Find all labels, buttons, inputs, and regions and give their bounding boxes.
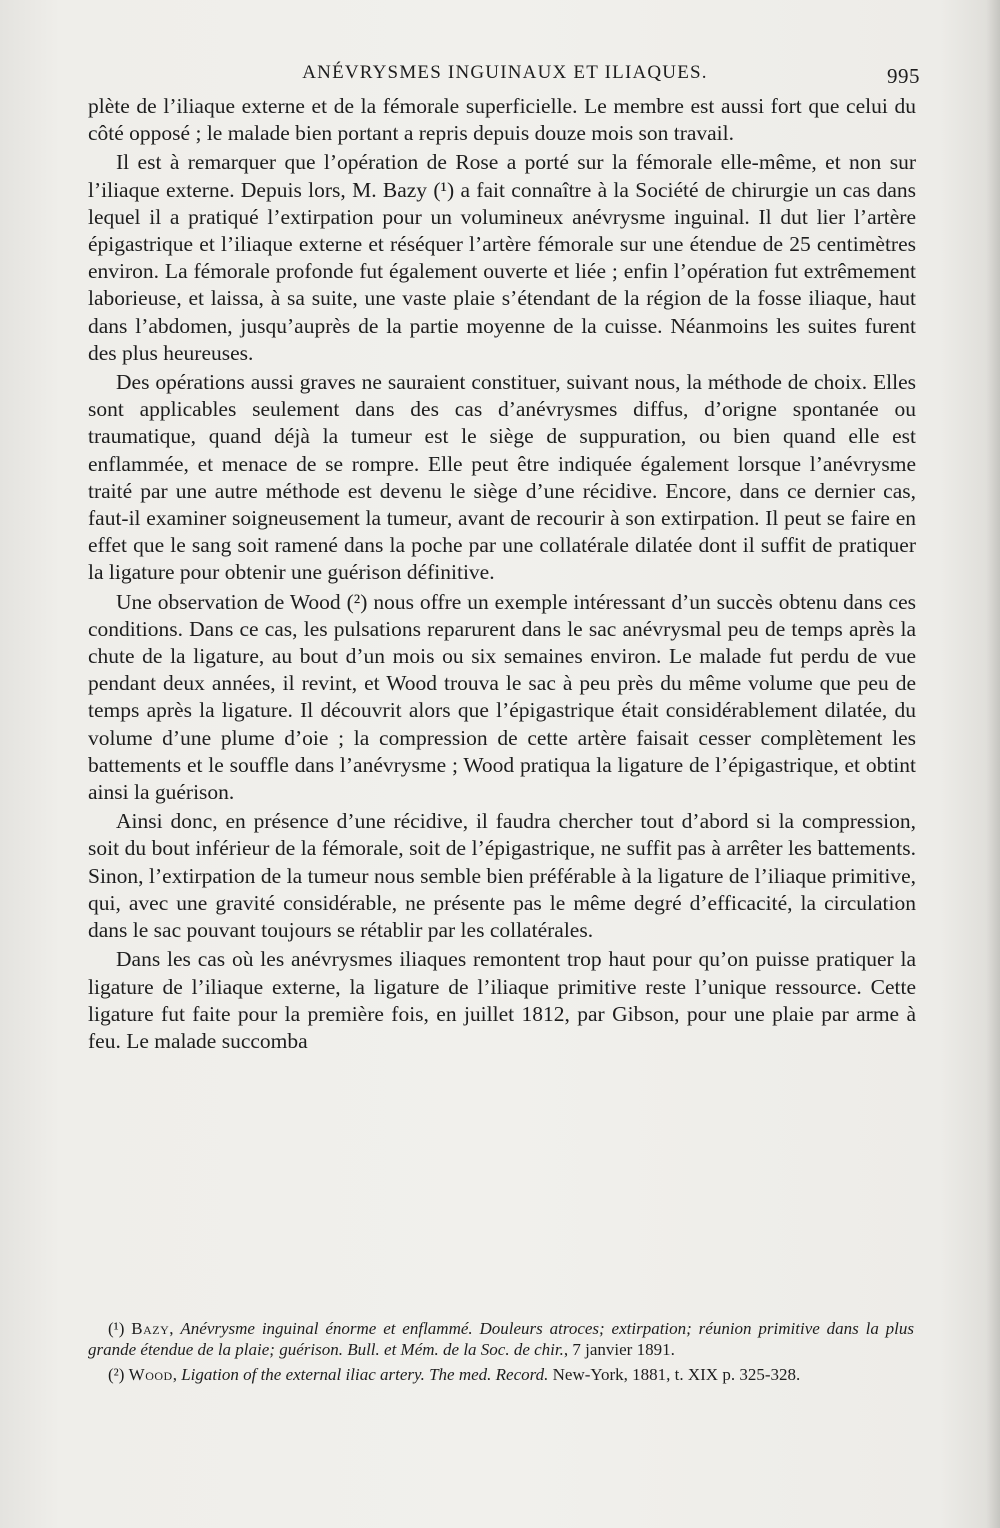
footnote-marker: (¹) [108, 1319, 132, 1338]
footnote-title: Ligation of the external iliac artery. The med. Record. [181, 1365, 549, 1384]
footnote-author: Bazy [131, 1319, 170, 1338]
paragraph-continuation: plète de l’iliaque externe et de la fémorale superficielle. Le membre est aussi fort que celui du côté opposé ; le malade bien portant a repris depuis douze mois son travail. [88, 94, 916, 146]
paragraph: Des opérations aussi graves ne sauraient constituer, suivant nous, la méthode de choix. Elles sont applicables seulement dans des cas d’anévrysmes diffus, d’origne spontanée ou traumatique, quand déjà la tumeur est le siège de suppuration, ou bien quand elle est enflammée, et menace de se rompre. Elle peut être indiquée également lorsque l’anévrysme traité par une autre méthode est devenu le siège d’une récidive. Encore, dans ce dernier cas, faut-il examiner soigneusement la tumeur, avant de recourir à son extirpation. Il peut se faire en effet que le sang soit ramené dans la poche par une collatérale dilatée dont il suffit de pratiquer la ligature pour obtenir une guérison définitive. [88, 370, 916, 585]
page-number: 995 [887, 64, 920, 88]
footnote: (¹) Bazy, Anévrysme inguinal énorme et enflammé. Douleurs atroces; extirpation; réunion primitive dans la plus grande étendue de la plaie; guérison. Bull. et Mém. de la Soc. de chir., 7 janvier 1891. [88, 1319, 915, 1359]
footnote-author: Wood [128, 1365, 173, 1384]
paragraph: Une observation de Wood (²) nous offre un exemple intéressant d’un succès obtenu dans ces conditions. Dans ce cas, les pulsations reparurent dans le sac anévrysmal peu de temps après la chute de la ligature, au bout d’un mois ou six semaines environ. Le malade fut perdu de vue pendant deux années, il revint, et Wood trouva le sac à peu près du même volume que peu de temps après la ligature. Il découvrit alors que l’épigastrique était considérablement dilatée, du volume d’une plume d’oie ; la compression de cette artère faisait cesser complètement les battements et le souffle dans l’anévrysme ; Wood pratiqua la ligature de l’épigastrique, et obtint ainsi la guérison. [88, 589, 916, 805]
paragraph: Il est à remarquer que l’opération de Rose a porté sur la fémorale elle-même, et non sur l’iliaque externe. Depuis lors, M. Bazy (¹) a fait connaître à la Société de chirurgie un cas dans lequel il a pratiqué l’extirpation pour un volumineux anévrysme inguinal. Il dut lier l’artère épigastrique et l’iliaque externe et réséquer l’artère fémorale sur une étendue de 25 centimètres environ. La fémorale profonde fut également ouverte et liée ; enfin l’opération fut extrêmement laborieuse, et laissa, à sa suite, une vaste plaie s’étendant de la région de la fosse iliaque, haut dans l’abdomen, jusqu’auprès de la partie moyenne de la cuisse. Néanmoins les suites furent des plus heureuses. [88, 150, 916, 365]
page-edge-shadow [986, 0, 1000, 1528]
footnote: (²) Wood, Ligation of the external iliac artery. The med. Record. New-York, 1881, t. XIX p. 325-328. [108, 1365, 801, 1384]
footnote-details: New-York, 1881, t. XIX p. 325-328. [548, 1365, 801, 1384]
running-title: ANÉVRYSMES INGUINAUX ET ILIAQUES. [302, 62, 708, 83]
footnotes [88, 1318, 914, 1385]
footnote-details: , 7 janvier 1891. [563, 1340, 675, 1359]
running-head [90, 62, 920, 92]
body-text [88, 93, 916, 1055]
footnote-title: Anévrysme inguinal énorme et enflammé. Douleurs atroces; extirpation; réunion primitive dans la plus grande étendue de la plaie; guérison. Bull. et Mém. de la Soc. de chir. [88, 1319, 915, 1359]
paragraph: Ainsi donc, en présence d’une récidive, il faudra chercher tout d’abord si la compression, soit du bout inférieur de la fémorale, soit de l’épigastrique, ne suffit pas à arrêter les battements. Sinon, l’extirpation de la tumeur nous semble bien préférable à la ligature de l’iliaque primitive, qui, avec une gravité considérable, ne présente pas le même degré d’efficacité, la circulation dans le sac pouvant toujours se rétablir par les collatérales. [88, 809, 916, 943]
paragraph: Dans les cas où les anévrysmes iliaques remontent trop haut pour qu’on puisse pratiquer la ligature de l’iliaque externe, la ligature de l’iliaque primitive reste l’unique ressource. Cette ligature fut faite pour la première fois, en juillet 1812, par Gibson, pour une plaie par arme à feu. Le malade succomba [88, 947, 916, 1053]
footnote-marker: (²) [108, 1365, 129, 1384]
